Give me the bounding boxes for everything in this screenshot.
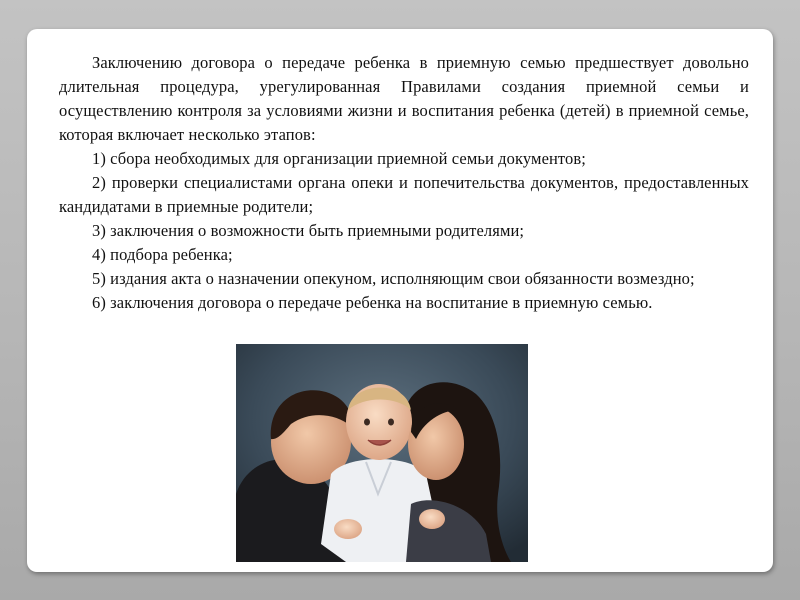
step-item-6: 6) заключения договора о передаче ребенка на воспитание в приемную семью.	[92, 293, 653, 312]
intro-paragraph: Заключению договора о передаче ребенка в приемную семью предшествует довольно длительная процедура, урегулированная Правилами создания приемной семьи и осуществлению контроля за условиями жизни и воспитания ребенка (детей) в приемной семье, которая включает несколько этапов:	[59, 53, 749, 144]
step-item-1: 1) сбора необходимых для организации приемной семьи документов;	[92, 149, 586, 168]
family-photo-illustration	[236, 344, 528, 562]
step-item-3: 3) заключения о возможности быть приемными родителями;	[92, 221, 525, 240]
family-photo	[236, 344, 528, 562]
step-item-5: 5) издания акта о назначении опекуном, исполняющим свои обязанности возмездно;	[92, 269, 695, 288]
slide-text	[59, 51, 749, 315]
step-item-2: 2) проверки специалистами органа опеки и попечительства документов, предоставленных кандидатами в приемные родители;	[59, 173, 749, 216]
step-item-4: 4) подбора ребенка;	[92, 245, 233, 264]
